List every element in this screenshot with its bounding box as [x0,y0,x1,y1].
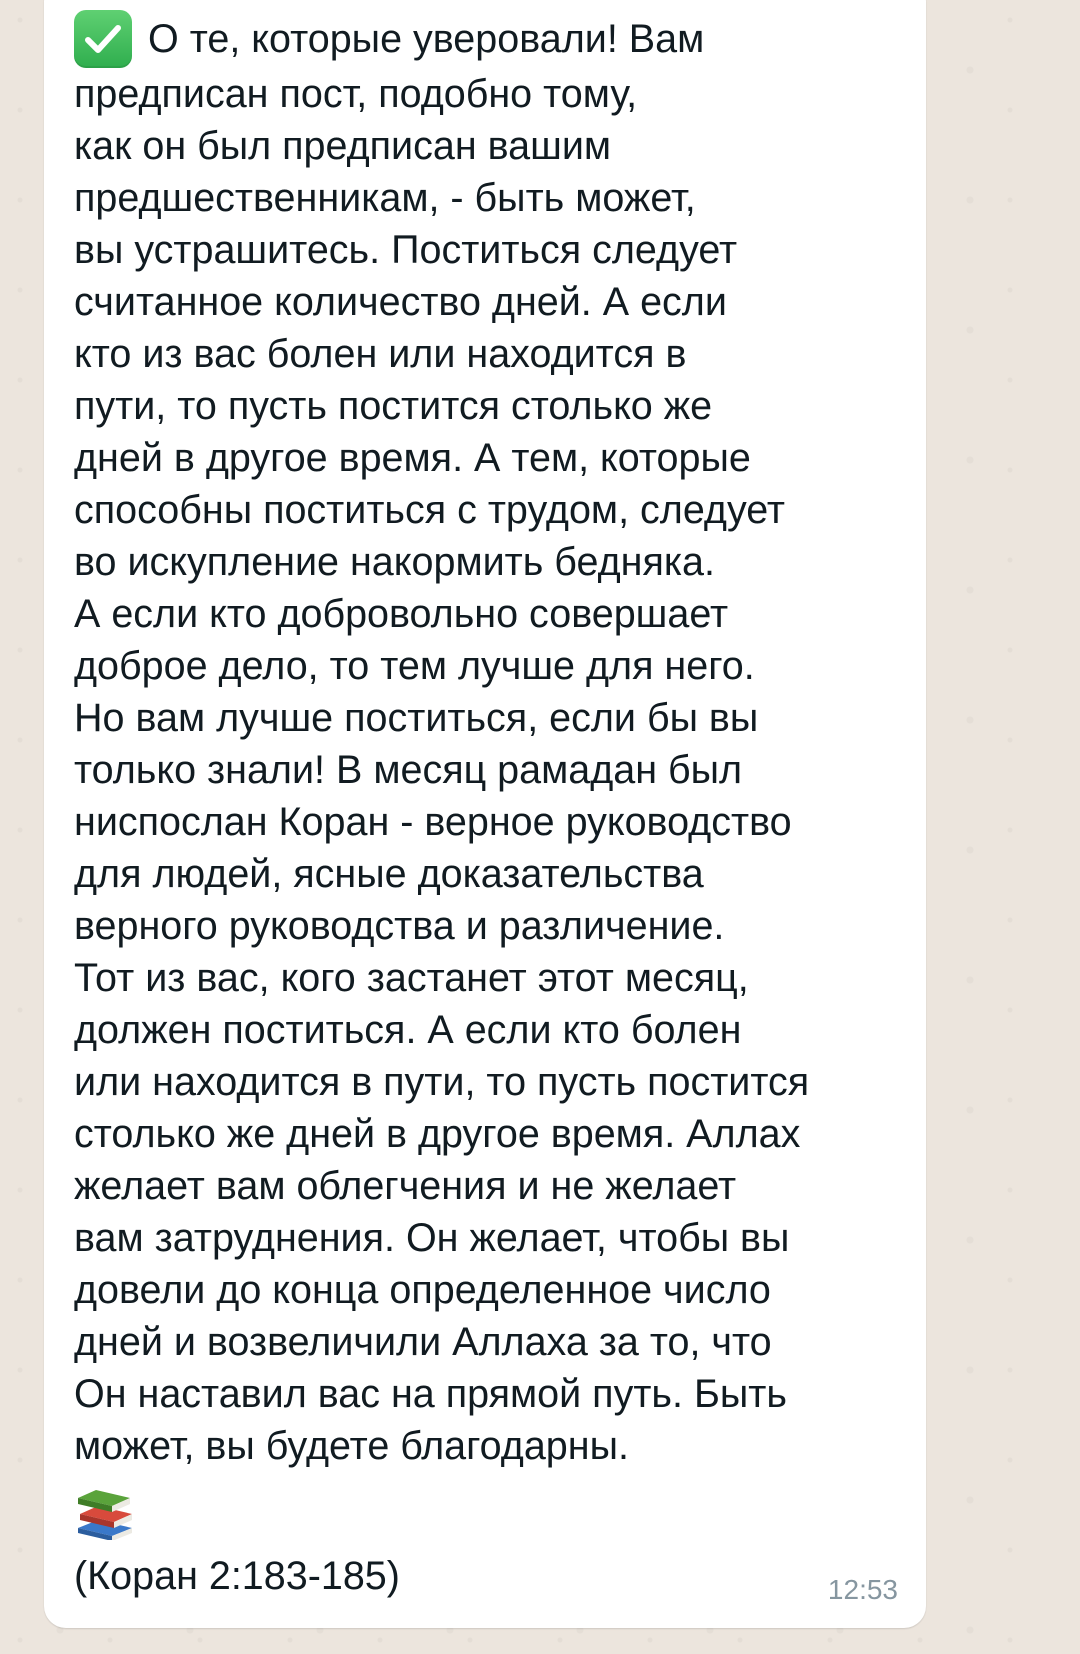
message-line-2: предписан пост, подобно тому, [74,72,638,116]
books-icon [74,1484,136,1540]
message-line-12: А если кто добровольно совершает [74,592,729,636]
message-line-6: считанное количество дней. А если [74,280,727,324]
message-line-4: предшественникам, - быть может, [74,176,696,220]
message-line-17: для людей, ясные доказательства [74,852,704,896]
message-line-7: кто из вас болен или находится в [74,332,687,376]
message-text [74,10,914,1602]
message-line-24: вам затруднения. Он желает, чтобы вы [74,1216,790,1260]
message-line-8: пути, то пусть постится столько же [74,384,713,428]
message-line-20: должен поститься. А если кто болен [74,1008,742,1052]
quran-reference: (Коран 2:183-185) [74,1554,400,1598]
message-line-11: во искупление накормить бедняка. [74,540,715,584]
message-line-5: вы устрашитесь. Поститься следует [74,228,738,272]
message-line-3: как он был предписан вашим [74,124,612,168]
message-line-23: желает вам облегчения и не желает [74,1164,737,1208]
message-line-19: Тот из вас, кого застанет этот месяц, [74,956,749,1000]
message-line-18: верного руководства и различение. [74,904,725,948]
check-mark-button-icon [74,10,132,68]
message-line-26: дней и возвеличили Аллаха за то, что [74,1320,772,1364]
message-first-line [74,10,914,68]
message-line-13: доброе дело, то тем лучше для него. [74,644,755,688]
message-line-15: только знали! В месяц рамадан был [74,748,743,792]
message-line-14: Но вам лучше поститься, если бы вы [74,696,759,740]
message-bubble[interactable] [44,0,926,1628]
message-timestamp: 12:53 [827,1574,898,1605]
message-line-9: дней в другое время. А тем, которые [74,436,751,480]
message-line-27: Он наставил вас на прямой путь. Быть [74,1372,787,1416]
message-line-10: способны поститься с трудом, следует [74,488,786,532]
message-line-16: ниспослан Коран - верное руководство [74,800,792,844]
message-line-22: столько же дней в другое время. Аллах [74,1112,801,1156]
message-line-21: или находится в пути, то пусть постится [74,1060,810,1104]
message-line-25: довели до конца определенное число [74,1268,771,1312]
message-line-28: может, вы будете благодарны. [74,1424,629,1468]
message-line-1: О те, которые уверовали! Вам [148,17,705,61]
